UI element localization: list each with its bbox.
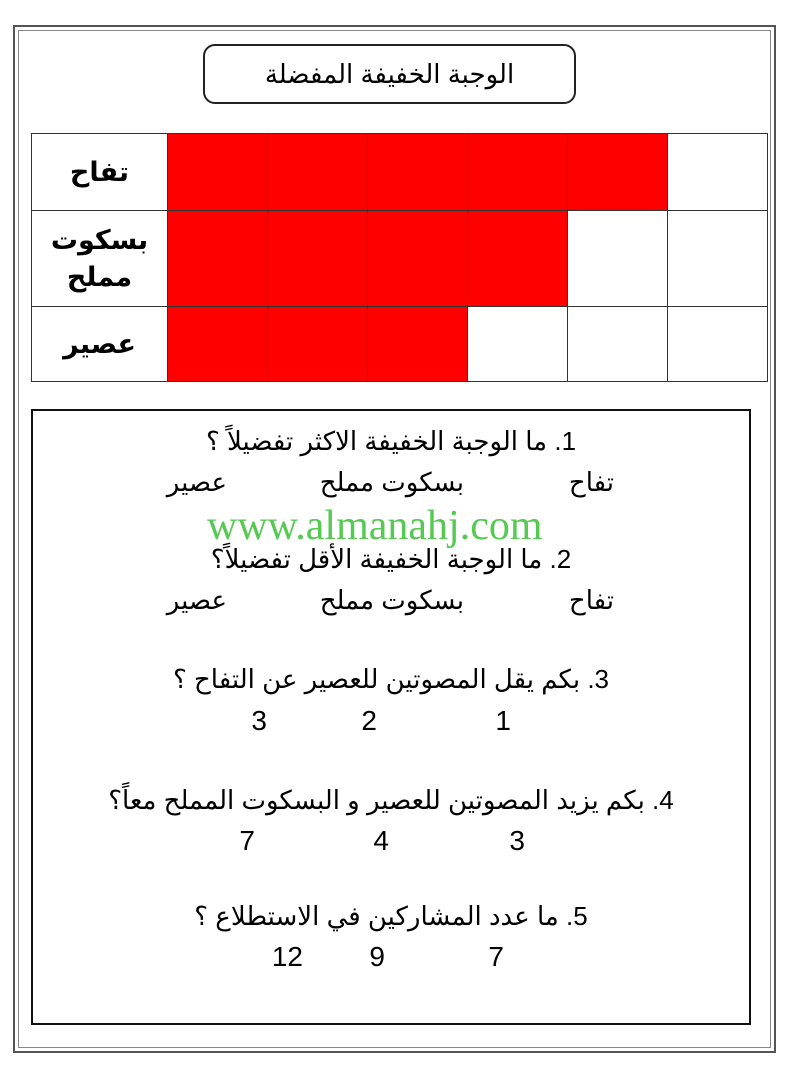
q5-option-3: 12 [271, 941, 303, 972]
pictograph-chart [31, 133, 768, 382]
q3-option-1: 1 [495, 705, 511, 736]
watermark-text: www.almanahj.com [207, 503, 543, 549]
chart-cell [168, 211, 268, 307]
chart-cell [668, 134, 768, 211]
question-1: 1. ما الوجبة الخفيفة الاكثر تفضيلاً ؟ [205, 426, 577, 456]
q1-option-3: عصير [166, 467, 227, 497]
question-4: 4. بكم يزيد المصوتين للعصير و البسكوت المملح معاً؟ [108, 785, 674, 815]
chart-cell [568, 211, 668, 307]
q2-option-2: بسكوت مملح [319, 585, 464, 615]
q3-option-3: 3 [251, 705, 267, 736]
chart-cell [168, 134, 268, 211]
question-3: 3. بكم يقل المصوتين للعصير عن التفاح ؟ [172, 664, 610, 694]
chart-cell [568, 134, 668, 211]
row-label-crackers-line2: مملح [66, 261, 133, 292]
row-label-apple [32, 134, 168, 211]
chart-cell [468, 211, 568, 307]
chart-cell [268, 307, 368, 382]
chart-cell [168, 307, 268, 382]
row-label-crackers [32, 211, 168, 307]
question-5: 5. ما عدد المشاركين في الاستطلاع ؟ [194, 901, 588, 931]
row-label-juice-text: عصير [63, 328, 136, 359]
chart-cell [368, 211, 468, 307]
q5-option-2: 9 [369, 941, 385, 972]
chart-row [32, 307, 768, 382]
q2-option-3: عصير [166, 585, 227, 615]
q2-option-1: تفاح [568, 585, 614, 615]
chart-cell [268, 134, 368, 211]
q1-option-2: بسكوت مملح [319, 467, 464, 497]
chart-cell [468, 134, 568, 211]
chart-cell [468, 307, 568, 382]
chart-cell [268, 211, 368, 307]
chart-cell [568, 307, 668, 382]
q1-option-1: تفاح [568, 467, 614, 497]
q4-option-1: 3 [509, 825, 525, 856]
q5-option-1: 7 [488, 941, 504, 972]
q3-option-2: 2 [361, 705, 377, 736]
chart-cell [368, 134, 468, 211]
chart-cell [668, 307, 768, 382]
q4-option-2: 4 [373, 825, 389, 856]
row-label-crackers-line1: بسكوت [50, 225, 149, 256]
chart-row [32, 211, 768, 307]
q4-option-3: 7 [239, 825, 255, 856]
chart-title-text: الوجبة الخفيفة المفضلة [264, 58, 515, 89]
row-label-apple-text: تفاح [69, 156, 130, 187]
chart-cell [368, 307, 468, 382]
chart-cell [668, 211, 768, 307]
question-2: 2. ما الوجبة الخفيفة الأقل تفضيلاً؟ [210, 544, 572, 574]
chart-row [32, 134, 768, 211]
row-label-juice [32, 307, 168, 382]
chart-title [203, 44, 576, 104]
